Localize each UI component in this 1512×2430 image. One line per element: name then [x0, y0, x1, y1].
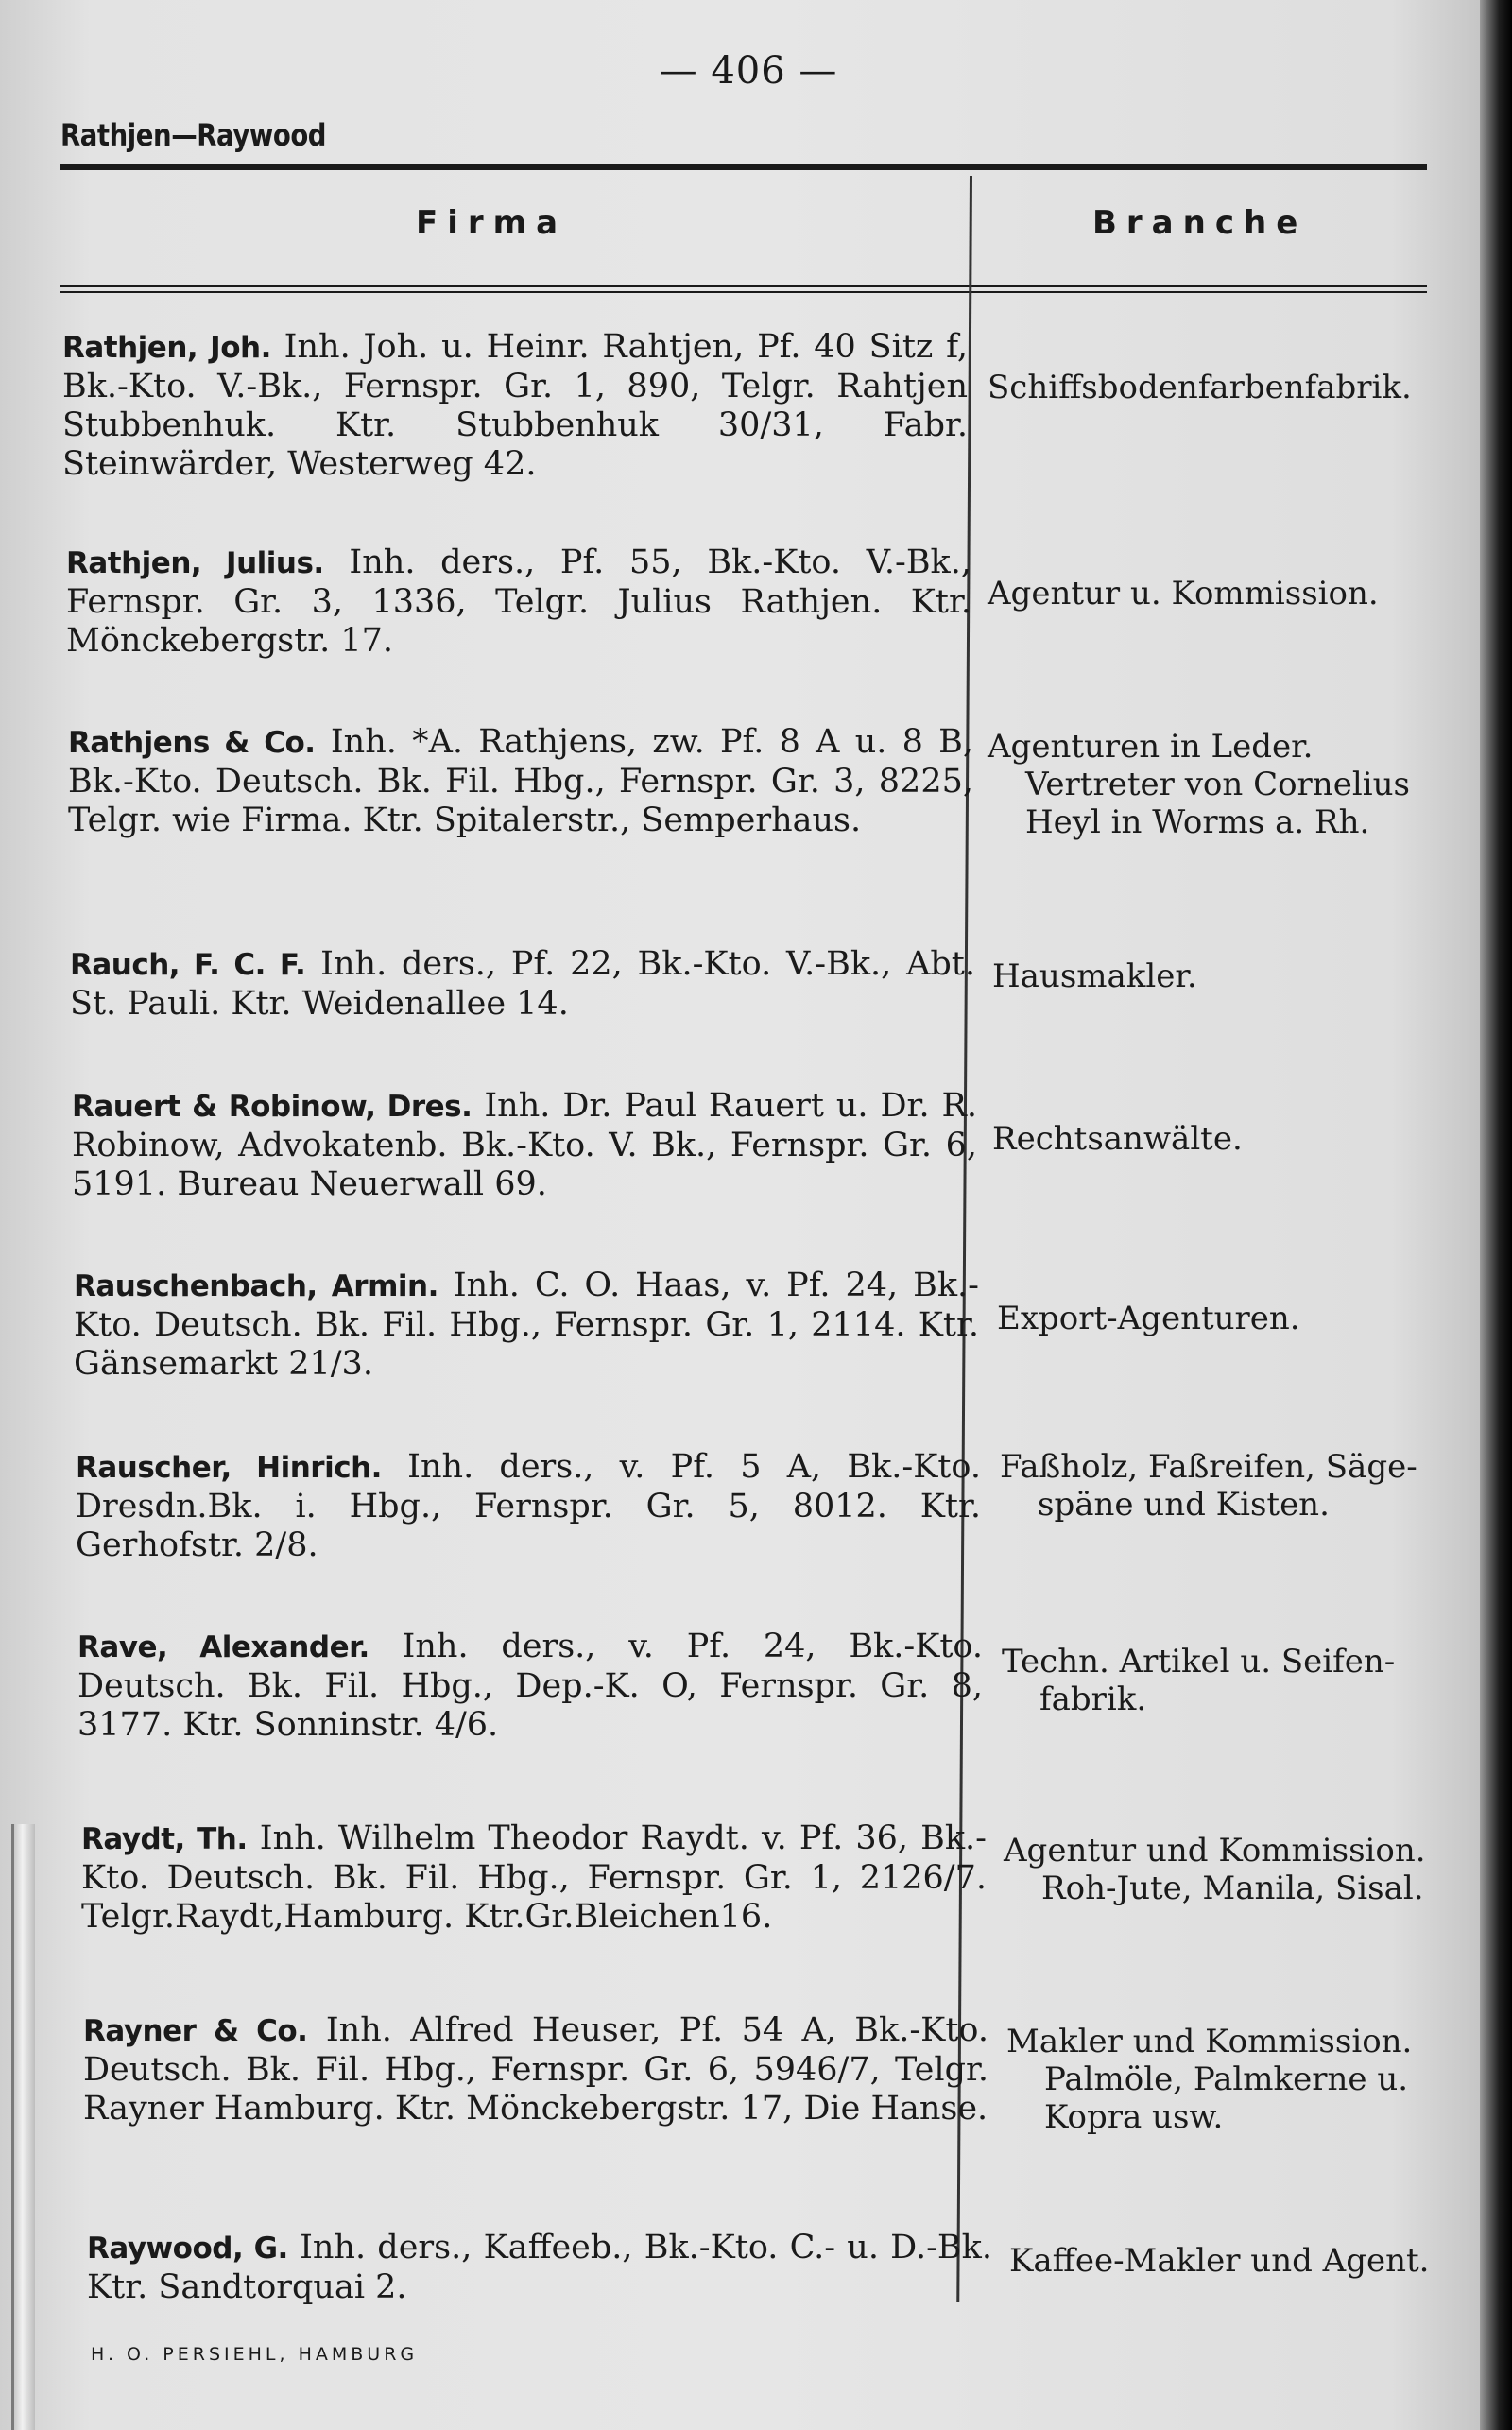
firm-details: Inh. ders., v. Pf. 24, Bk.-Kto. Deutsch. Bk. Fil. Hbg., Dep.-K. O, Fernspr. Gr. 8, 3177. Ktr. Sonninstr. 4/6. [77, 1628, 983, 1744]
firm-text [72, 1087, 977, 1204]
branch-line: Agentur u. Kommission. [988, 575, 1379, 612]
branch-line: Techn. Artikel u. Seifen- [1002, 1643, 1396, 1680]
branch-text [988, 575, 1451, 612]
firm-details: Inh. Joh. u. Heinr. Rahtjen, Pf. 40 Sitz f, Bk.-Kto. V.-Bk., Fernspr. Gr. 1, 890, Telgr. Rahtjen Stubbenhuk. Ktr. Stubbenhuk 30/31, Fabr. Steinwärder, Westerweg 42. [62, 328, 968, 483]
branch-line: Hausmakler. [992, 957, 1197, 995]
firm-name: Raywood, G. [87, 2232, 288, 2266]
branch-text [1002, 1643, 1465, 1718]
branch-line: fabrik. [1040, 1680, 1147, 1718]
branch-line: späne und Kisten. [1038, 1486, 1330, 1524]
firm-details: Inh. C. O. Haas, v. Pf. 24, Bk.-Kto. Deutsch. Bk. Fil. Hbg., Fernspr. Gr. 1, 2114. Ktr. Gänsemarkt 21/3. [74, 1267, 979, 1383]
column-header-firma: Firma [416, 204, 568, 242]
printer-imprint: H. O. PERSIEHL, HAMBURG [91, 2344, 419, 2365]
firm-name: Rathjens & Co. [68, 726, 316, 760]
branch-text [1009, 2242, 1472, 2280]
firm-name: Rauschenbach, Armin. [74, 1269, 438, 1303]
branch-text [992, 957, 1455, 995]
firm-name: Rathjen, Julius. [66, 546, 324, 580]
firm-details: Inh. ders., Pf. 55, Bk.-Kto. V.-Bk., Fernspr. Gr. 3, 1336, Telgr. Julius Rathjen. Ktr. Mönckebergstr. 17. [66, 543, 971, 660]
firm-text [76, 1448, 981, 1565]
branch-line: Faßholz, Faßreifen, Säge- [1000, 1448, 1418, 1486]
firm-name: Rauscher, Hinrich. [76, 1451, 382, 1485]
firm-details: Inh. ders., Pf. 22, Bk.-Kto. V.-Bk., Abt. St. Pauli. Ktr. Weidenallee 14. [70, 945, 975, 1023]
firm-name: Rauert & Robinow, Dres. [72, 1090, 472, 1124]
branch-line: Agentur und Kommission. [1004, 1832, 1426, 1870]
branch-line: Roh-Jute, Manila, Sisal. [1041, 1870, 1424, 1907]
firm-name: Rathjen, Joh. [62, 331, 271, 365]
firm-details: Inh. Alfred Heuser, Pf. 54 A, Bk.-Kto. Deutsch. Bk. Fil. Hbg., Fernspr. Gr. 6, 5946/7, Telgr. Rayner Hamburg. Ktr. Mönckebergstr. 17, Die Hanse. [83, 2011, 988, 2128]
firm-text [74, 1267, 979, 1384]
firm-details: Inh. *A. Rathjens, zw. Pf. 8 A u. 8 B, Bk.-Kto. Deutsch. Bk. Fil. Hbg., Fernspr. Gr. 3, 8225, Telgr. wie Firma. Ktr. Spitalerstr., Semperhaus. [68, 723, 973, 839]
firm-text [87, 2229, 992, 2307]
column-header-branche: Branche [1092, 204, 1308, 242]
firm-text [66, 543, 971, 661]
branch-text [997, 1300, 1460, 1337]
branch-text [988, 728, 1451, 841]
firm-text [70, 945, 975, 1024]
branch-text [992, 1120, 1455, 1158]
branch-line: Palmöle, Palmkerne u. [1044, 2060, 1409, 2098]
branch-line: Kopra usw. [1044, 2098, 1224, 2136]
firm-text [77, 1628, 983, 1745]
branch-line: Agenturen in Leder. [988, 728, 1314, 766]
firm-name: Rayner & Co. [83, 2014, 308, 2048]
firm-details: Inh. Wilhelm Theodor Raydt. v. Pf. 36, Bk.-Kto. Deutsch. Bk. Fil. Hbg., Fernspr. Gr. 1, 2126/7. Telgr.Raydt,Hamburg. Ktr.Gr.Bleichen16. [81, 1819, 987, 1936]
branch-line: Vertreter von Cornelius [1025, 766, 1410, 803]
firm-name: Rauch, F. C. F. [70, 948, 306, 982]
branch-text [1006, 2023, 1469, 2136]
firm-text [83, 2011, 988, 2128]
firm-text [68, 723, 973, 840]
firm-text [62, 328, 968, 484]
page-number: — 406 — [659, 49, 838, 93]
branch-text [1004, 1832, 1467, 1907]
branch-text [1000, 1448, 1463, 1524]
running-head: Rathjen—Raywood [60, 117, 327, 153]
firm-name: Rave, Alexander. [77, 1630, 369, 1664]
firm-name: Raydt, Th. [81, 1822, 248, 1856]
branch-line: Export-Agenturen. [997, 1300, 1300, 1337]
branch-line: Heyl in Worms a. Rh. [1025, 803, 1370, 841]
branch-line: Rechtsanwälte. [992, 1120, 1243, 1158]
branch-line: Schiffsbodenfarbenfabrik. [988, 369, 1412, 406]
branch-text [988, 369, 1451, 406]
firm-details: Inh. ders., v. Pf. 5 A, Bk.-Kto. Dresdn.Bk. i. Hbg., Fernspr. Gr. 5, 8012. Ktr. Gerhofstr. 2/8. [76, 1448, 981, 1564]
firm-text [81, 1819, 987, 1937]
firm-details: Inh. Dr. Paul Rauert u. Dr. R. Robinow, Advokatenb. Bk.-Kto. V. Bk., Fernspr. Gr. 6, 5191. Bureau Neuerwall 69. [72, 1087, 977, 1203]
branch-line: Makler und Kommission. [1006, 2023, 1413, 2060]
firm-details: Inh. ders., Kaffeeb., Bk.-Kto. C.- u. D.-Bk. Ktr. Sandtorquai 2. [87, 2229, 992, 2306]
branch-line: Kaffee-Makler und Agent. [1009, 2242, 1430, 2280]
